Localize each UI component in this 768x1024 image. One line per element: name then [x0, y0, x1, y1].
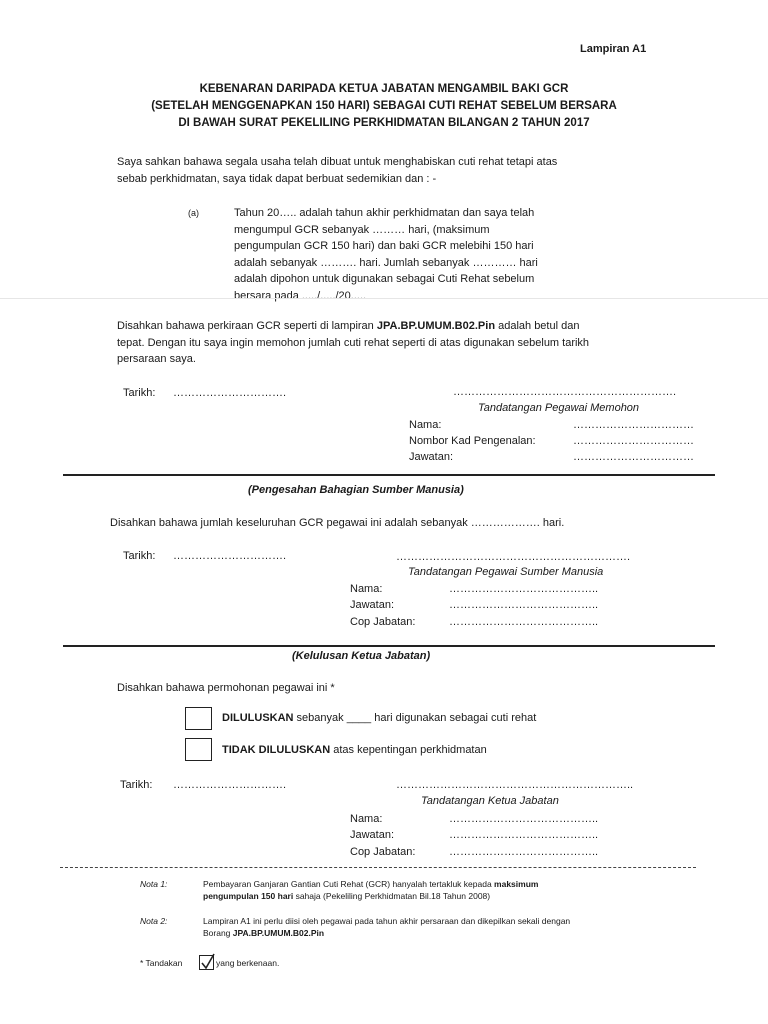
head-signature-caption: Tandatangan Ketua Jabatan	[421, 795, 559, 807]
title-line-3: DI BAWAH SURAT PEKELILING PERKHIDMATAN BILANGAN 2 TAHUN 2017	[178, 117, 590, 129]
lampiran-label: Lampiran A1	[580, 43, 647, 55]
hr-jawatan-field[interactable]: …………………………………..	[449, 599, 599, 611]
confirm-paragraph	[117, 318, 589, 368]
hr-nama-field[interactable]: …………………………………..	[449, 583, 599, 595]
head-tarikh-label: Tarikh:	[120, 779, 153, 791]
applicant-ic-label: Nombor Kad Pengenalan:	[409, 435, 536, 447]
item-a-text	[234, 205, 538, 304]
item-a-line: Tahun 20….. adalah tahun akhir perkhidmatan dan saya telah	[234, 207, 535, 219]
applicant-jawatan-field[interactable]: ……………………………	[573, 451, 694, 463]
head-jawatan-label: Jawatan:	[350, 829, 395, 841]
nota2-line-1: Lampiran A1 ini perlu diisi oleh pegawai pada tahun akhir persaraan dan dikepilkan sekali dengan	[203, 916, 571, 926]
item-a-line: bersara pada ...../...../20.....	[234, 289, 367, 302]
nota2-line-2-text: Borang	[203, 928, 233, 938]
applicant-tarikh-label: Tarikh:	[123, 387, 156, 399]
item-a-line: adalah dipohon untuk digunakan sebagai Cuti Rehat sebelum	[234, 273, 535, 285]
intro-paragraph	[117, 154, 557, 187]
intro-line-2: sebab perkhidmatan, saya tidak dapat berbuat sedemikian dan : -	[117, 172, 437, 185]
nota2-label: Nota 2:	[140, 916, 168, 926]
hr-signature-caption: Tandatangan Pegawai Sumber Manusia	[408, 566, 604, 578]
approve-option-text	[222, 712, 536, 724]
hr-jawatan-label: Jawatan:	[350, 599, 395, 611]
notes-divider	[60, 867, 696, 868]
head-signature-field[interactable]: ………………………………………………………..	[396, 779, 634, 791]
head-jawatan-field[interactable]: …………………………………..	[449, 829, 599, 841]
applicant-jawatan-label: Jawatan:	[409, 451, 454, 463]
scan-artifact-line	[0, 298, 768, 299]
head-nama-field[interactable]: …………………………………..	[449, 813, 599, 825]
item-a-line: adalah sebanyak ………. hari. Jumlah sebanyak ………… hari	[234, 256, 538, 269]
approve-option-label: DILULUSKAN	[222, 712, 294, 724]
applicant-tarikh-field[interactable]: ………………………….	[173, 387, 287, 399]
applicant-ic-field[interactable]: ……………………………	[573, 435, 694, 447]
nota1-text	[203, 878, 538, 902]
head-cop-label: Cop Jabatan:	[350, 846, 416, 858]
tandakan-end-text: yang berkenaan.	[216, 958, 280, 968]
applicant-signature-field[interactable]: …………………………………………………….	[453, 386, 677, 398]
tick-sample-box	[199, 955, 214, 970]
intro-line-1: Saya sahkan bahawa segala usaha telah dibuat untuk menghabiskan cuti rehat tetapi atas	[117, 156, 558, 168]
nota1-line-1-bold: maksimum	[494, 879, 539, 889]
applicant-nama-label: Nama:	[409, 419, 442, 431]
item-a-line: mengumpul GCR sebanyak ……… hari, (maksimum	[234, 223, 490, 236]
hr-cop-label: Cop Jabatan:	[350, 616, 416, 628]
confirm-line-2: tepat. Dengan itu saya ingin memohon jumlah cuti rehat seperti di atas digunakan sebelum tarikh	[117, 336, 590, 349]
nota1-line-2-text: sahaja (Pekeliling Perkhidmatan Bil.18 Tahun 2008)	[293, 891, 491, 901]
confirm-line-1	[117, 318, 589, 335]
nota1-line-1-text: Pembayaran Ganjaran Gantian Cuti Rehat (GCR) hanyalah tertakluk kepada	[203, 879, 495, 889]
nota1-line-2-bold: pengumpulan 150 hari	[203, 891, 294, 901]
form-reference: JPA.BP.UMUM.B02.Pin	[376, 320, 496, 332]
head-cop-field[interactable]: …………………………………..	[449, 846, 599, 858]
hr-nama-label: Nama:	[350, 583, 383, 595]
head-nama-label: Nama:	[350, 813, 383, 825]
section-divider	[63, 474, 715, 476]
hr-cop-field[interactable]: …………………………………..	[449, 616, 599, 628]
head-tarikh-field[interactable]: ………………………….	[173, 779, 287, 791]
hr-tarikh-label: Tarikh:	[123, 550, 156, 562]
tandakan-text: * Tandakan	[140, 958, 183, 968]
nota2-line-2	[203, 927, 570, 939]
title-line-2: (SETELAH MENGGENAPKAN 150 HARI) SEBAGAI CUTI REHAT SEBELUM BERSARA	[151, 100, 617, 112]
nota1-line-1	[203, 878, 538, 890]
hr-section-statement: Disahkan bahawa jumlah keseluruhan GCR pegawai ini adalah sebanyak ………………. hari.	[110, 517, 565, 529]
title-line-1: KEBENARAN DARIPADA KETUA JABATAN MENGAMBIL BAKI GCR	[199, 83, 569, 95]
applicant-nama-field[interactable]: ……………………………	[573, 419, 694, 431]
document-title	[84, 81, 684, 132]
hr-tarikh-field[interactable]: ………………………….	[173, 550, 287, 562]
reject-option-detail: atas kepentingan perkhidmatan	[330, 744, 487, 756]
approve-option-detail: sebanyak ____ hari digunakan sebagai cuti rehat	[293, 712, 537, 724]
reject-checkbox[interactable]	[185, 738, 212, 761]
nota1-label: Nota 1:	[140, 879, 168, 889]
item-a-line: pengumpulan GCR 150 hari) dan baki GCR melebihi 150 hari	[234, 240, 534, 252]
head-section-heading: (Kelulusan Ketua Jabatan)	[292, 650, 431, 662]
confirm-line-1-end: adalah betul dan	[495, 320, 580, 332]
head-section-statement: Disahkan bahawa permohonan pegawai ini *	[117, 682, 335, 694]
reject-option-text	[222, 744, 487, 756]
nota2-form-reference: JPA.BP.UMUM.B02.Pin	[232, 928, 325, 938]
section-divider	[63, 645, 715, 647]
nota2-text	[203, 915, 570, 939]
approve-checkbox[interactable]	[185, 707, 212, 730]
hr-signature-field[interactable]: ……………………………………………………….	[396, 551, 631, 563]
item-a-marker: (a)	[188, 208, 199, 218]
reject-option-label: TIDAK DILULUSKAN	[222, 744, 331, 756]
confirm-line-1-text: Disahkan bahawa perkiraan GCR seperti di lampiran	[117, 320, 377, 332]
nota1-line-2	[203, 890, 538, 902]
confirm-line-3: persaraan saya.	[117, 353, 196, 365]
hr-section-heading: (Pengesahan Bahagian Sumber Manusia)	[248, 484, 464, 496]
applicant-signature-caption: Tandatangan Pegawai Memohon	[478, 402, 640, 414]
check-icon	[200, 953, 216, 971]
